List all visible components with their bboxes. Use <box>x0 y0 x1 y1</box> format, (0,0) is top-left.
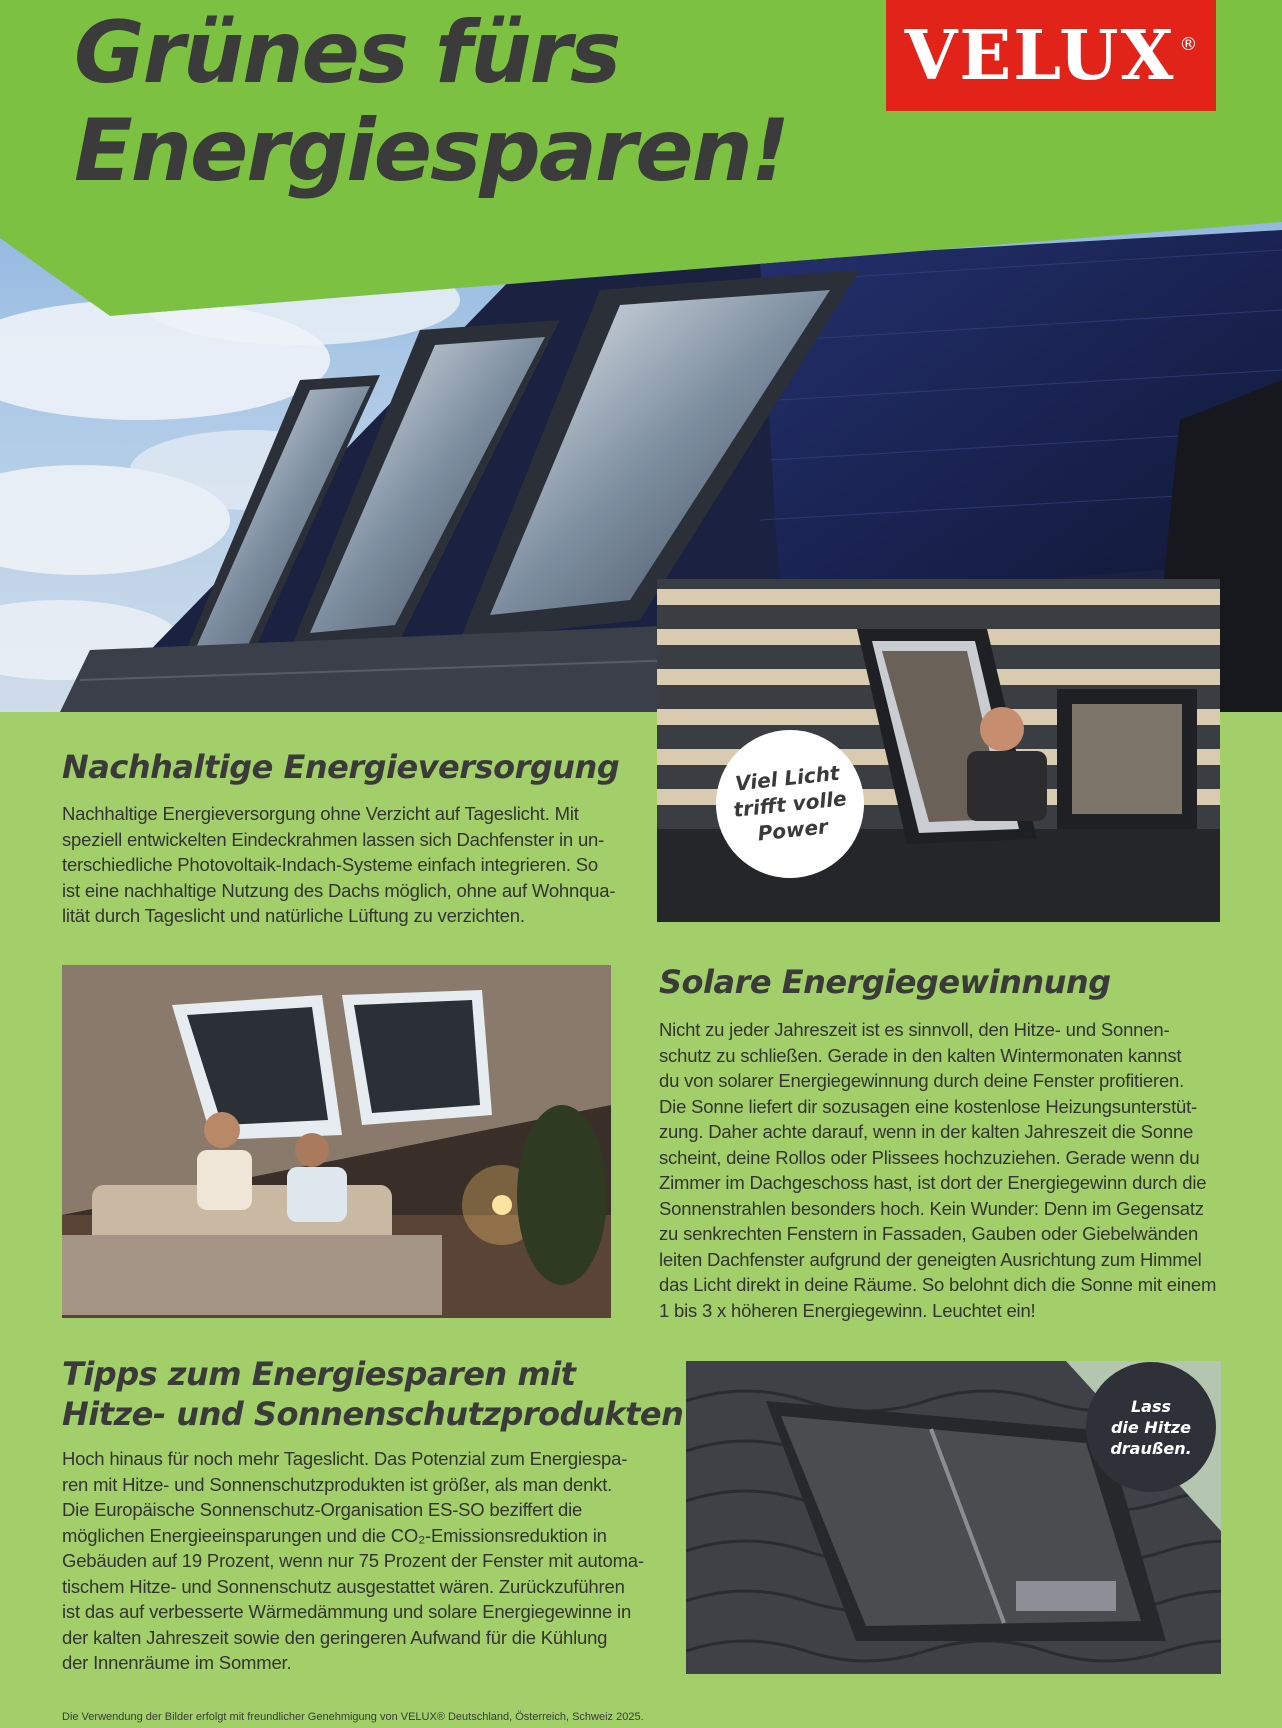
logo-text: VELUX <box>904 15 1176 96</box>
bubble-hitze: Lass die Hitze draußen. <box>1086 1362 1216 1492</box>
velux-logo <box>886 0 1216 111</box>
section-title-solare: Solare Energiegewinnung <box>659 963 1111 1001</box>
section-body-energieversorgung: Nachhaltige Energieversorgung ohne Verzicht auf Tageslicht. Mit speziell entwickelten Eindeckrahmen lassen sich Dachfenster in un- terschiedliche Photovoltaik-Indach-Systeme einfach integrieren. So ist eine nachhaltige Nutzung des Dachs möglich, ohne auf Wohnqua- lität durch Tageslicht und natürliche Lüftung zu verzichten. <box>62 803 616 926</box>
section-title-energieversorgung: Nachhaltige Energieversorgung <box>62 748 620 786</box>
registered-mark: ® <box>1179 34 1198 55</box>
attic-room-photo <box>62 965 611 1318</box>
bubble-viel-licht: Viel Licht trifft volle Power <box>709 723 872 886</box>
section-body-tipps: Hoch hinaus für noch mehr Tageslicht. Das Potenzial zum Energiespa- ren mit Hitze- und Sonnenschutzprodukten ist größer, als man denkt. Die Europäische Sonnenschutz-Organisation ES-SO beziffert die möglichen Energieeinsparungen und die CO₂-Emissionsreduktion in Gebäuden auf 19 Prozent, wenn nur 75 Prozent der Fenster mit automa- tischem Hitze- und Sonnenschutz ausgestattet wären. Zurückzuführen ist das auf verbesserte Wärmedämmung und solare Energiegewinne in der kalten Jahreszeit sowie den geringeren Aufwand für die Kühlung der Innenräume im Sommer. <box>62 1448 644 1673</box>
section-title-tipps <box>62 1354 683 1434</box>
headline-line-2: Energiesparen! <box>74 101 789 201</box>
headline-line-1: Grünes fürs <box>74 3 620 103</box>
section-title-tipps-line-2: Hitze- und Sonnenschutzprodukten <box>62 1395 684 1433</box>
section-body-solare: Nicht zu jeder Jahreszeit ist es sinnvoll, den Hitze- und Sonnen- schutz zu schließen. Gerade in den kalten Wintermonaten kannst du von solarer Energiegewinnung durch deine Fenster profitieren. Die Sonne liefert dir sozusagen eine kostenlose Heizungsunterstüt- zung. Daher achte darauf, wenn in der kalten Jahreszeit die Sonne scheint, deine Rollos oder Plissees hochzuziehen. Gerade wenn du Zimmer im Dachgeschoss hast, ist dort der Energiegewinn durch die Sonnenstrahlen besonders hoch. Kein Wunder: Denn im Gegensatz zu senkrechten Fenstern in Fassaden, Gauben oder Giebelwänden leiten Dachfenster aufgrund der geneigten Ausrichtung zum Himmel das Licht direkt in deine Räume. So belohnt dich die Sonne mit einem 1 bis 3 x höheren Energiegewinn. Leuchtet ein! <box>659 1019 1217 1321</box>
page-headline <box>74 4 788 200</box>
image-credit-footnote: Die Verwendung der Bilder erfolgt mit freundlicher Genehmigung von VELUX® Deutschland, Österreich, Schweiz 2025. <box>62 1711 644 1723</box>
section-title-tipps-line-1: Tipps zum Energiesparen mit <box>62 1355 576 1393</box>
